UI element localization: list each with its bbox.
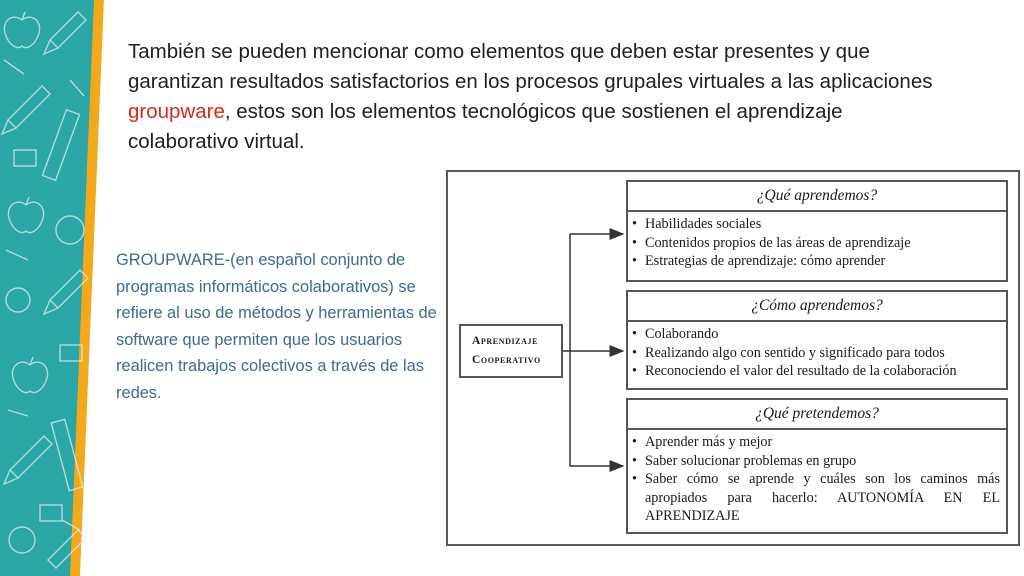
box-title: ¿Qué pretendemos? (628, 400, 1006, 430)
list-item: • Colaborando (632, 325, 1000, 344)
root-node-line-2: Cooperativo (472, 354, 541, 366)
root-node-aprendizaje-cooperativo (459, 324, 563, 378)
cooperative-learning-diagram (446, 170, 1020, 546)
box-title: ¿Qué aprendemos? (628, 182, 1006, 212)
box-que-pretendemos (626, 398, 1008, 534)
list-item: • Reconociendo el valor del resultado de la colaboración (632, 362, 1000, 381)
box-como-aprendemos (626, 290, 1008, 390)
box-items (628, 322, 1006, 381)
box-items (628, 430, 1006, 526)
list-item: • Estrategias de aprendizaje: cómo aprender (632, 252, 1000, 271)
box-que-aprendemos (626, 180, 1008, 282)
list-item: • Saber solucionar problemas en grupo (632, 452, 1000, 471)
list-item: • Saber cómo se aprende y cuáles son los caminos más apropiados para hacerlo: AUTONOMÍA EN EL APRENDIZAJE (632, 470, 1000, 526)
list-item: • Contenidos propios de las áreas de aprendizaje (632, 234, 1000, 253)
root-node-line-1: Aprendizaje (472, 335, 539, 347)
list-item: • Aprender más y mejor (632, 433, 1000, 452)
school-doodle-pattern (0, 0, 108, 576)
box-title: ¿Cómo aprendemos? (628, 292, 1006, 322)
groupware-definition: GROUPWARE-(en español conjunto de programas informáticos colaborativos) se refiere al uso de métodos y herramientas de software que permiten que los usuarios realicen trabajos colectivos a través de las redes. (116, 251, 437, 402)
list-item: • Realizando algo con sentido y significado para todos (632, 344, 1000, 363)
main-paragraph (128, 37, 958, 157)
main-paragraph-text-start: También se pueden mencionar como elementos que deben estar presentes y que garantizan resultados satisfactorios en los procesos grupales virtuales a las aplicaciones (128, 40, 933, 93)
main-paragraph-text-end: , estos son los elementos tecnológicos que sostienen el aprendizaje colaborativo virtual. (128, 100, 843, 153)
groupware-highlight: groupware (128, 100, 225, 123)
list-item: • Habilidades sociales (632, 215, 1000, 234)
box-items (628, 212, 1006, 271)
decorative-side-strip (0, 0, 108, 576)
